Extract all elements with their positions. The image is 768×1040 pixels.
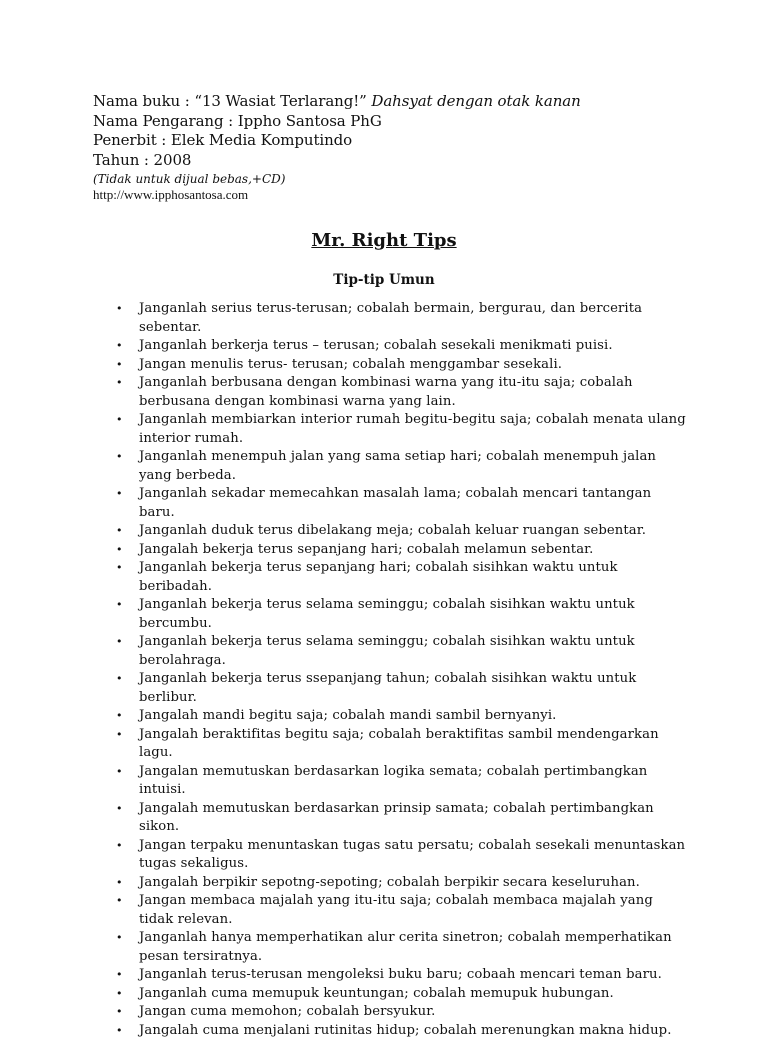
bullet-icon: •: [116, 522, 123, 541]
tip-item: [0, 633, 768, 670]
tip-item: [0, 929, 768, 966]
tip-item: [0, 670, 768, 707]
bullet-icon: •: [116, 892, 123, 911]
bullet-icon: •: [116, 800, 123, 819]
bullet-icon: •: [116, 541, 123, 560]
tip-item: [0, 522, 768, 541]
tip-item: [0, 541, 768, 560]
book-subtitle: Dahsyat dengan otak kanan: [371, 92, 580, 110]
tip-text: Janganlah membiarkan interior rumah begitu-begitu saja; cobalah menata ulang interior rumah.: [139, 412, 686, 446]
tip-item: [0, 837, 768, 874]
bullet-icon: •: [116, 837, 123, 856]
tip-item: [0, 892, 768, 929]
bullet-icon: •: [116, 559, 123, 578]
tip-item: [0, 356, 768, 375]
tips-list: [0, 300, 768, 1040]
tip-item: [0, 1003, 768, 1022]
tip-text: Jangalah memutuskan berdasarkan prinsip samata; cobalah pertimbangkan sikon.: [139, 801, 654, 835]
tip-item: [0, 1022, 768, 1040]
tip-item: [0, 596, 768, 633]
bullet-icon: •: [116, 1003, 123, 1022]
tip-text: Jangalah mandi begitu saja; cobalah mandi sambil bernyanyi.: [139, 708, 556, 723]
bullet-icon: •: [116, 966, 123, 985]
tip-text: Janganlah cuma memupuk keuntungan; cobalah memupuk hubungan.: [139, 986, 614, 1001]
tip-item: [0, 337, 768, 356]
tip-text: Jangan terpaku menuntaskan tugas satu persatu; cobalah sesekali menuntaskan tugas sekaligus.: [139, 838, 685, 872]
tip-text: Janganlah bekerja terus selama seminggu; cobalah sisihkan waktu untuk bercumbu.: [139, 597, 635, 631]
tip-item: [0, 448, 768, 485]
bullet-icon: •: [116, 337, 123, 356]
tip-text: Janganlah duduk terus dibelakang meja; cobalah keluar ruangan sebentar.: [139, 523, 646, 538]
bullet-icon: •: [116, 448, 123, 467]
tip-text: Jangan menulis terus- terusan; cobalah menggambar sesekali.: [139, 357, 562, 372]
tip-text: Jangalah bekerja terus sepanjang hari; cobalah melamun sebentar.: [139, 542, 593, 557]
book-title-label: Nama buku : “13 Wasiat Terlarang!”: [93, 92, 367, 110]
tip-text: Janganlah hanya memperhatikan alur cerita sinetron; cobalah memperhatikan pesan tersiratnya.: [139, 930, 672, 964]
bullet-icon: •: [116, 874, 123, 893]
bullet-icon: •: [116, 985, 123, 1004]
tip-item: [0, 985, 768, 1004]
tip-text: Jangalah berpikir sepotng-sepoting; cobalah berpikir secara keseluruhan.: [139, 875, 640, 890]
tip-text: Janganlah bekerja terus selama seminggu; cobalah sisihkan waktu untuk berolahraga.: [139, 634, 635, 668]
tip-item: [0, 485, 768, 522]
bullet-icon: •: [116, 707, 123, 726]
book-info: [93, 92, 733, 203]
tip-item: [0, 559, 768, 596]
publisher-line: Penerbit : Elek Media Komputindo: [93, 131, 733, 151]
tip-item: [0, 300, 768, 337]
tip-text: Jangalah cuma menjalani rutinitas hidup; cobalah merenungkan makna hidup.: [139, 1023, 672, 1038]
tip-text: Janganlah terus-terusan mengoleksi buku baru; cobaah mencari teman baru.: [139, 967, 662, 982]
bullet-icon: •: [116, 929, 123, 948]
tip-text: Jangan cuma memohon; cobalah bersyukur.: [139, 1004, 435, 1019]
document-title: Mr. Right Tips: [0, 229, 768, 253]
bullet-icon: •: [116, 1022, 123, 1040]
bullet-icon: •: [116, 300, 123, 319]
tip-text: Janganlah berbusana dengan kombinasi warna yang itu-itu saja; cobalah berbusana dengan kombinasi warna yang lain.: [139, 375, 633, 409]
bullet-icon: •: [116, 411, 123, 430]
bullet-icon: •: [116, 485, 123, 504]
tip-text: Jangalah beraktifitas begitu saja; cobalah beraktifitas sambil mendengarkan lagu.: [139, 727, 659, 761]
sale-note: (Tidak untuk dijual bebas,+CD): [93, 171, 733, 187]
author-line: Nama Pengarang : Ippho Santosa PhG: [93, 112, 733, 132]
bullet-icon: •: [116, 763, 123, 782]
bullet-icon: •: [116, 633, 123, 652]
tip-item: [0, 411, 768, 448]
book-title-line: [93, 92, 733, 112]
tip-text: Jangan membaca majalah yang itu-itu saja; cobalah membaca majalah yang tidak relevan.: [139, 893, 653, 927]
tip-text: Janganlah serius terus-terusan; cobalah bermain, bergurau, dan bercerita sebentar.: [139, 301, 642, 335]
tip-item: [0, 707, 768, 726]
tip-item: [0, 763, 768, 800]
year-line: Tahun : 2008: [93, 151, 733, 171]
tip-text: Janganlah bekerja terus sepanjang hari; cobalah sisihkan waktu untuk beribadah.: [139, 560, 618, 594]
bullet-icon: •: [116, 356, 123, 375]
tip-item: [0, 726, 768, 763]
tip-text: Janganlah berkerja terus – terusan; cobalah sesekali menikmati puisi.: [139, 338, 613, 353]
tip-item: [0, 800, 768, 837]
tip-item: [0, 966, 768, 985]
bullet-icon: •: [116, 670, 123, 689]
bullet-icon: •: [116, 596, 123, 615]
tip-text: Janganlah bekerja terus ssepanjang tahun; cobalah sisihkan waktu untuk berlibur.: [139, 671, 636, 705]
tip-text: Janganlah menempuh jalan yang sama setiap hari; cobalah menempuh jalan yang berbeda.: [139, 449, 656, 483]
tip-item: [0, 874, 768, 893]
bullet-icon: •: [116, 726, 123, 745]
section-heading: Tip-tip Umun: [0, 271, 768, 289]
tip-text: Janganlah sekadar memecahkan masalah lama; cobalah mencari tantangan baru.: [139, 486, 651, 520]
bullet-icon: •: [116, 374, 123, 393]
tip-item: [0, 374, 768, 411]
tip-text: Jangalan memutuskan berdasarkan logika semata; cobalah pertimbangkan intuisi.: [139, 764, 647, 798]
website-url: http://www.ipphosantosa.com: [93, 187, 733, 203]
